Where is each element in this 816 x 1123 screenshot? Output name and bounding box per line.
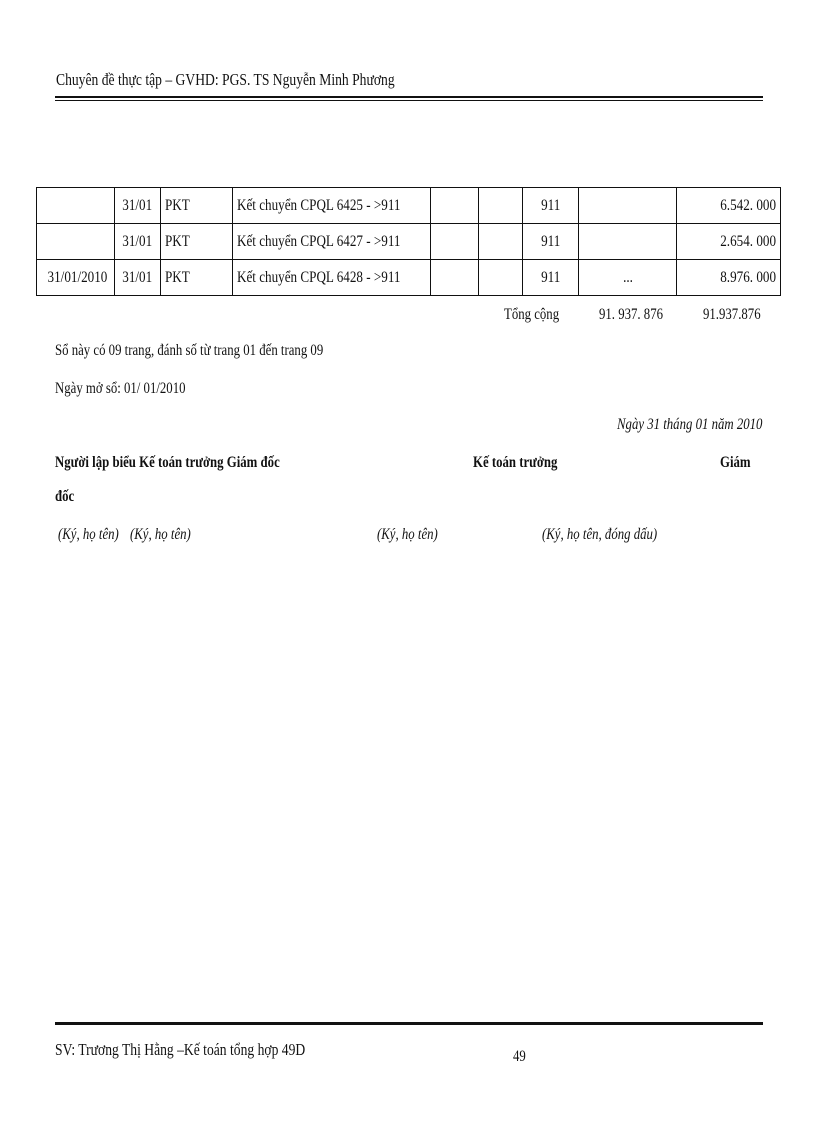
cell-credit: 8.976. 000 (677, 260, 781, 296)
cell-voucher: PKT (161, 260, 233, 296)
cell-credit: 2.654. 000 (677, 224, 781, 260)
signature-role-director: Giám (720, 454, 751, 471)
signature-roles: Người lập biểu Kế toán trưởng Giám đốc (55, 454, 280, 471)
signature-role-director-cont: đốc (55, 488, 75, 505)
cell-day: 31/01 (115, 224, 161, 260)
cell-credit: 6.542. 000 (677, 188, 781, 224)
footer-author: SV: Trương Thị Hằng –Kế toán tổng hợp 49D (55, 1040, 306, 1059)
sign-note-stamp: (Ký, họ tên, đóng dấu) (542, 526, 658, 543)
sign-note: (Ký, họ tên) (58, 526, 119, 543)
cell-empty (431, 224, 479, 260)
cell-voucher: PKT (161, 224, 233, 260)
signature-date: Ngày 31 tháng 01 năm 2010 (617, 416, 763, 433)
table-row (37, 260, 781, 296)
cell-day: 31/01 (115, 260, 161, 296)
total-credit: 91.937.876 (703, 306, 761, 323)
note-pages: Sổ này có 09 trang, đánh số từ trang 01 đến trang 09 (55, 342, 324, 359)
cell-account: 911 (523, 188, 579, 224)
cell-description: Kết chuyển CPQL 6428 - >911 (233, 260, 431, 296)
signature-role-chief-accountant: Kế toán trưởng (473, 454, 558, 471)
page-number: 49 (513, 1048, 526, 1065)
cell-voucher: PKT (161, 188, 233, 224)
footer-rule (55, 1022, 763, 1025)
cell-debit (579, 224, 677, 260)
table-row (37, 224, 781, 260)
cell-empty (479, 260, 523, 296)
cell-empty (431, 188, 479, 224)
page-header-title: Chuyên đề thực tập – GVHD: PGS. TS Nguyễn Minh Phương (56, 70, 395, 89)
cell-debit: ... (579, 260, 677, 296)
cell-account: 911 (523, 224, 579, 260)
cell-date (37, 224, 115, 260)
cell-empty (479, 188, 523, 224)
cell-date: 31/01/2010 (37, 260, 115, 296)
note-open-date: Ngày mở sổ: 01/ 01/2010 (55, 380, 186, 397)
cell-description: Kết chuyển CPQL 6427 - >911 (233, 224, 431, 260)
cell-debit (579, 188, 677, 224)
cell-day: 31/01 (115, 188, 161, 224)
header-rule-thin (55, 100, 763, 101)
total-label: Tổng cộng (504, 306, 560, 323)
cell-date (37, 188, 115, 224)
sign-note: (Ký, họ tên) (130, 526, 191, 543)
sign-note: (Ký, họ tên) (377, 526, 438, 543)
cell-empty (431, 260, 479, 296)
header-rule (55, 96, 763, 98)
cell-account: 911 (523, 260, 579, 296)
cell-description: Kết chuyển CPQL 6425 - >911 (233, 188, 431, 224)
ledger-table (36, 187, 781, 296)
table-row (37, 188, 781, 224)
cell-empty (479, 224, 523, 260)
total-debit: 91. 937. 876 (599, 306, 663, 323)
